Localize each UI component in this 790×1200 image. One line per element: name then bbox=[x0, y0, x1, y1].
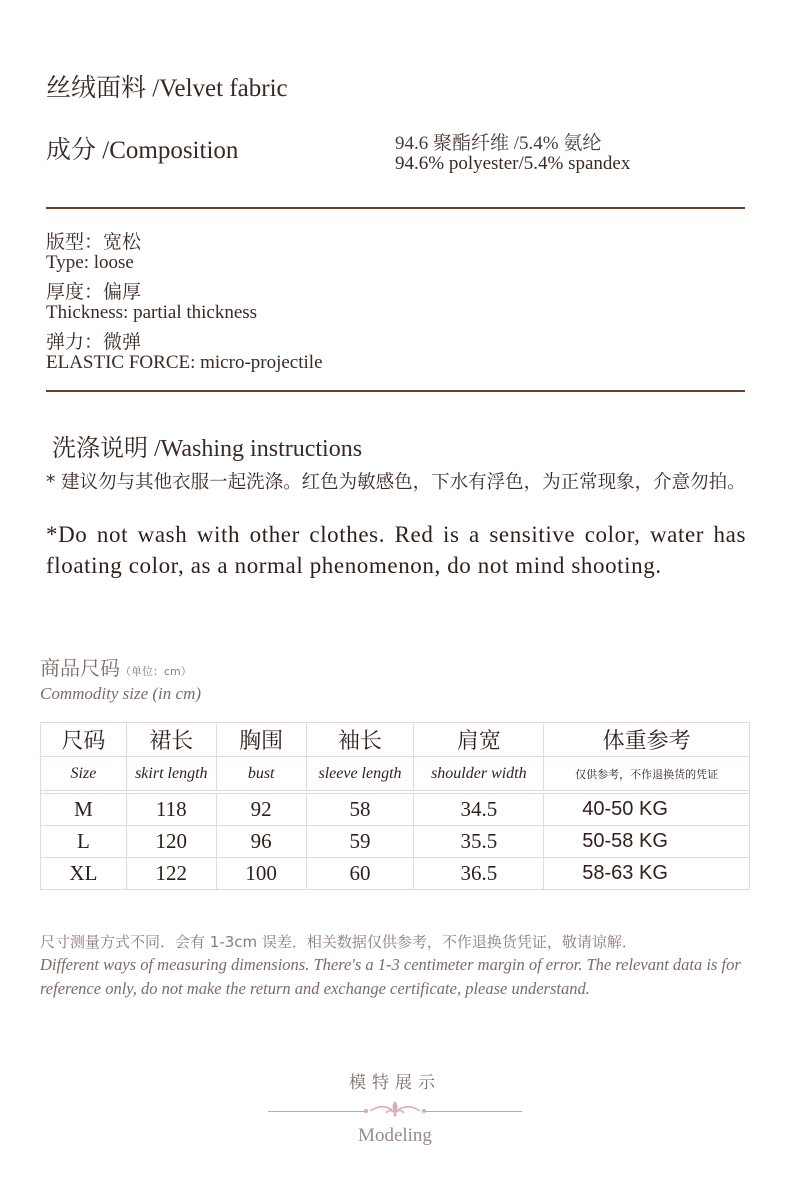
header-sleeve-length-en: sleeve length bbox=[306, 757, 414, 791]
header-shoulder-width-cn: 肩宽 bbox=[414, 723, 544, 757]
floral-ornament-icon bbox=[362, 1098, 428, 1120]
size-heading bbox=[40, 652, 192, 681]
header-weight-cn: 体重参考 bbox=[544, 723, 750, 757]
composition-value-en: 94.6% polyester/5.4% spandex bbox=[395, 153, 631, 174]
fabric-title-en: /Velvet fabric bbox=[152, 75, 288, 102]
divider-rule bbox=[46, 207, 745, 209]
cell-weight: 50-58 KG bbox=[544, 826, 750, 858]
washing-note-en: *Do not wash with other clothes. Red is a sensitive color, water has floating color, as a normal phenomenon, do not mind shooting. bbox=[46, 522, 746, 578]
cell-sleeve-length: 59 bbox=[306, 826, 414, 858]
composition-title-cn: 成分 bbox=[46, 135, 97, 164]
cell-shoulder-width: 34.5 bbox=[414, 794, 544, 826]
size-title-cn: 商品尺码 bbox=[40, 656, 120, 680]
fabric-heading bbox=[46, 68, 288, 104]
composition-title-en: /Composition bbox=[102, 137, 239, 164]
table-row bbox=[41, 858, 750, 890]
cell-size: XL bbox=[41, 858, 127, 890]
size-table-header-cn bbox=[41, 723, 750, 757]
size-table-header-en bbox=[41, 757, 750, 791]
header-skirt-length-cn: 裙长 bbox=[126, 723, 216, 757]
washing-heading bbox=[52, 428, 362, 463]
cell-bust: 92 bbox=[216, 794, 306, 826]
spec-thickness-cn: 厚度：偏厚 bbox=[46, 281, 142, 303]
spec-thickness-en: Thickness: partial thickness bbox=[46, 302, 258, 323]
divider-rule bbox=[46, 390, 745, 392]
cell-weight: 40-50 KG bbox=[544, 794, 750, 826]
cell-skirt-length: 118 bbox=[126, 794, 216, 826]
cell-bust: 100 bbox=[216, 858, 306, 890]
cell-skirt-length: 122 bbox=[126, 858, 216, 890]
spec-type-en: Type: loose bbox=[46, 252, 134, 273]
composition-heading bbox=[46, 130, 238, 166]
header-size-cn: 尺码 bbox=[41, 723, 127, 757]
cell-weight: 58-63 KG bbox=[544, 858, 750, 890]
spec-elastic-en: ELASTIC FORCE: micro-projectile bbox=[46, 352, 323, 373]
header-weight-note: 仅供参考，不作退换货的凭证 bbox=[544, 757, 750, 791]
header-size-en: Size bbox=[41, 757, 127, 791]
modeling-title-cn: 模特展示 bbox=[349, 1073, 441, 1093]
size-unit: （单位：cm） bbox=[120, 665, 192, 678]
ornament-line-left bbox=[268, 1111, 364, 1112]
composition-value-cn: 94.6 聚酯纤维 /5.4% 氨纶 bbox=[395, 133, 602, 154]
header-shoulder-width-en: shoulder width bbox=[414, 757, 544, 791]
header-sleeve-length-cn: 袖长 bbox=[306, 723, 414, 757]
washing-title-en: /Washing instructions bbox=[154, 436, 363, 462]
table-row bbox=[41, 794, 750, 826]
disclaimer-en: Different ways of measuring dimensions. There's a 1-3 centimeter margin of error. The relevant data is for reference only, do not make the return and exchange certificate, please understand. bbox=[40, 955, 741, 998]
cell-sleeve-length: 60 bbox=[306, 858, 414, 890]
header-bust-en: bust bbox=[216, 757, 306, 791]
spec-elastic-cn: 弹力：微弹 bbox=[46, 331, 142, 353]
disclaimer-cn: 尺寸测量方式不同．会有 1-3cm 误差．相关数据仅供参考，不作退换货凭证，敬请谅解． bbox=[40, 933, 637, 951]
cell-skirt-length: 120 bbox=[126, 826, 216, 858]
cell-size: L bbox=[41, 826, 127, 858]
header-bust-cn: 胸围 bbox=[216, 723, 306, 757]
cell-bust: 96 bbox=[216, 826, 306, 858]
size-title-en: Commodity size (in cm) bbox=[40, 684, 202, 703]
cell-shoulder-width: 36.5 bbox=[414, 858, 544, 890]
spec-type-cn: 版型：宽松 bbox=[46, 231, 142, 253]
cell-sleeve-length: 58 bbox=[306, 794, 414, 826]
ornament-line-right bbox=[426, 1111, 522, 1112]
table-row bbox=[41, 826, 750, 858]
washing-note-cn: * 建议勿与其他衣服一起洗涤。红色为敏感色，下水有浮色，为正常现象，介意勿拍。 bbox=[46, 472, 746, 493]
cell-shoulder-width: 35.5 bbox=[414, 826, 544, 858]
fabric-title-cn: 丝绒面料 bbox=[46, 73, 147, 102]
washing-title-cn: 洗涤说明 bbox=[52, 434, 148, 462]
size-table bbox=[40, 722, 750, 890]
modeling-title-en: Modeling bbox=[358, 1125, 432, 1146]
header-skirt-length-en: skirt length bbox=[126, 757, 216, 791]
cell-size: M bbox=[41, 794, 127, 826]
